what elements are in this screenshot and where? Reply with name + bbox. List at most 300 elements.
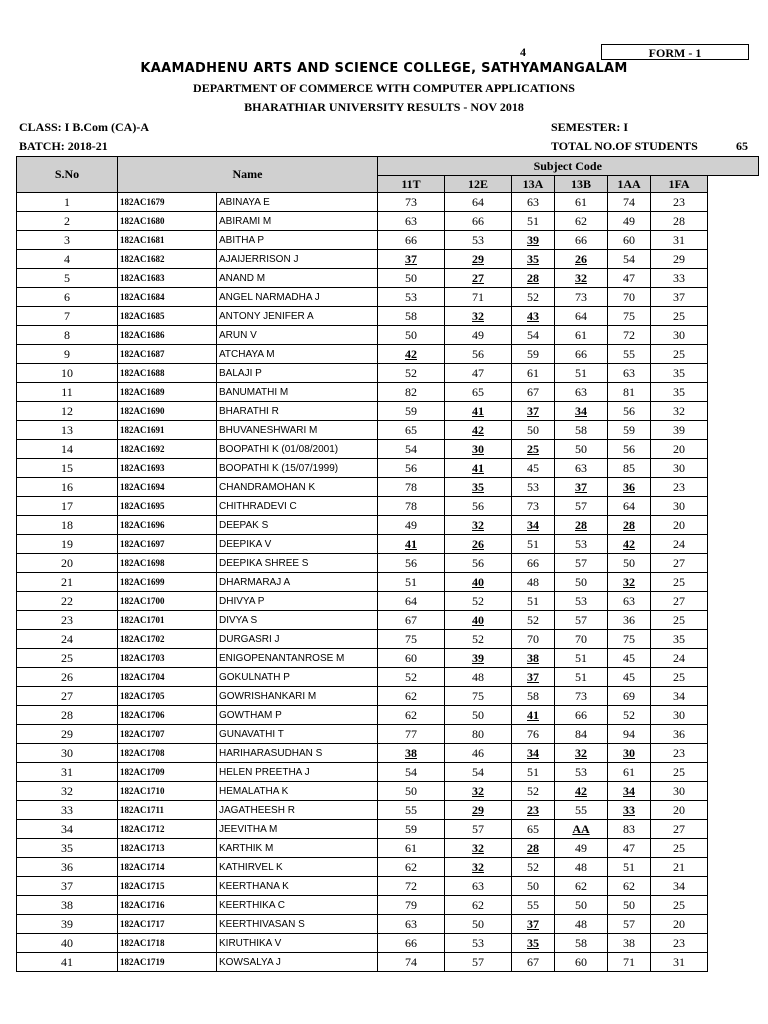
mark-cell: 49: [555, 839, 608, 858]
mark-cell: 36: [651, 725, 708, 744]
row-spacer: [708, 535, 759, 554]
row-spacer: [708, 687, 759, 706]
mark-cell: 37: [512, 402, 555, 421]
mark-cell: 34: [512, 516, 555, 535]
mark-cell: 47: [608, 269, 651, 288]
roll-number: 182AC1703: [118, 649, 217, 668]
serial-number: 1: [17, 193, 118, 212]
total-students-label: TOTAL NO.OF STUDENTS: [551, 139, 698, 153]
mark-cell: 30: [651, 326, 708, 345]
serial-number: 38: [17, 896, 118, 915]
student-name: KEERTHIVASAN S: [217, 915, 378, 934]
serial-number: 24: [17, 630, 118, 649]
table-row: [17, 801, 759, 820]
roll-number: 182AC1709: [118, 763, 217, 782]
mark-cell: 76: [512, 725, 555, 744]
roll-number: 182AC1718: [118, 934, 217, 953]
serial-number: 34: [17, 820, 118, 839]
mark-cell: 57: [608, 915, 651, 934]
mark-cell: 54: [378, 763, 445, 782]
mark-cell: 73: [555, 687, 608, 706]
mark-cell: 20: [651, 440, 708, 459]
mark-cell: 37: [651, 288, 708, 307]
row-spacer: [708, 592, 759, 611]
mark-cell: 66: [378, 934, 445, 953]
serial-number: 23: [17, 611, 118, 630]
student-name: KATHIRVEL K: [217, 858, 378, 877]
mark-cell: 45: [512, 459, 555, 478]
mark-cell: 30: [651, 706, 708, 725]
serial-number: 12: [17, 402, 118, 421]
mark-cell: 50: [445, 915, 512, 934]
mark-cell: 67: [378, 611, 445, 630]
serial-number: 29: [17, 725, 118, 744]
mark-cell: 34: [651, 877, 708, 896]
page-number: 4: [520, 45, 526, 59]
student-name: HEMALATHA K: [217, 782, 378, 801]
mark-cell: 42: [608, 535, 651, 554]
student-name: JAGATHEESH R: [217, 801, 378, 820]
mark-cell: 52: [512, 611, 555, 630]
row-spacer: [708, 459, 759, 478]
mark-cell: 25: [651, 839, 708, 858]
table-row: [17, 250, 759, 269]
serial-number: 27: [17, 687, 118, 706]
mark-cell: 51: [512, 535, 555, 554]
table-row: [17, 326, 759, 345]
mark-cell: 58: [512, 687, 555, 706]
roll-number: 182AC1710: [118, 782, 217, 801]
row-spacer: [708, 307, 759, 326]
student-name: BOOPATHI K (01/08/2001): [217, 440, 378, 459]
mark-cell: 43: [512, 307, 555, 326]
row-spacer: [708, 953, 759, 972]
mark-cell: 62: [378, 858, 445, 877]
roll-number: 182AC1693: [118, 459, 217, 478]
mark-cell: 32: [445, 307, 512, 326]
serial-number: 9: [17, 345, 118, 364]
mark-cell: 72: [378, 877, 445, 896]
student-name: GOKULNATH P: [217, 668, 378, 687]
mark-cell: 53: [445, 231, 512, 250]
serial-number: 35: [17, 839, 118, 858]
serial-number: 31: [17, 763, 118, 782]
mark-cell: 32: [651, 402, 708, 421]
serial-number: 17: [17, 497, 118, 516]
mark-cell: 41: [378, 535, 445, 554]
mark-cell: 58: [555, 421, 608, 440]
mark-cell: 63: [512, 193, 555, 212]
mark-cell: 63: [608, 592, 651, 611]
row-spacer: [708, 820, 759, 839]
mark-cell: 20: [651, 516, 708, 535]
table-row: [17, 269, 759, 288]
row-spacer: [708, 193, 759, 212]
mark-cell: 41: [445, 459, 512, 478]
roll-number: 182AC1685: [118, 307, 217, 326]
table-row: [17, 440, 759, 459]
mark-cell: 48: [555, 915, 608, 934]
row-spacer: [708, 250, 759, 269]
serial-number: 6: [17, 288, 118, 307]
student-name: BHARATHI R: [217, 402, 378, 421]
serial-number: 40: [17, 934, 118, 953]
mark-cell: 52: [512, 288, 555, 307]
mark-cell: 49: [608, 212, 651, 231]
serial-number: 36: [17, 858, 118, 877]
mark-cell: 46: [445, 744, 512, 763]
class-label: CLASS: I B.Com (CA)-A: [19, 120, 150, 134]
mark-cell: 80: [445, 725, 512, 744]
serial-number: 3: [17, 231, 118, 250]
roll-number: 182AC1690: [118, 402, 217, 421]
mark-cell: 37: [512, 668, 555, 687]
mark-cell: 66: [512, 554, 555, 573]
mark-cell: 24: [651, 649, 708, 668]
mark-cell: 51: [378, 573, 445, 592]
mark-cell: 25: [651, 573, 708, 592]
row-spacer: [708, 801, 759, 820]
row-spacer: [708, 934, 759, 953]
subject-header: 11T: [378, 176, 445, 193]
mark-cell: 29: [445, 801, 512, 820]
mark-cell: 32: [608, 573, 651, 592]
mark-cell: 30: [651, 459, 708, 478]
row-spacer: [708, 231, 759, 250]
serial-number: 37: [17, 877, 118, 896]
student-name: ABINAYA E: [217, 193, 378, 212]
table-row: [17, 516, 759, 535]
subject-code-header: Subject Code: [378, 157, 759, 176]
mark-cell: 28: [512, 269, 555, 288]
mark-cell: 28: [608, 516, 651, 535]
mark-cell: 62: [378, 687, 445, 706]
mark-cell: 32: [445, 516, 512, 535]
roll-number: 182AC1696: [118, 516, 217, 535]
mark-cell: 71: [608, 953, 651, 972]
mark-cell: 48: [512, 573, 555, 592]
mark-cell: 61: [378, 839, 445, 858]
row-spacer: [708, 402, 759, 421]
results-body: [17, 193, 759, 972]
mark-cell: 50: [512, 421, 555, 440]
mark-cell: 23: [651, 744, 708, 763]
results-title: BHARATHIAR UNIVERSITY RESULTS - NOV 2018: [244, 100, 524, 114]
mark-cell: 50: [378, 326, 445, 345]
mark-cell: 33: [651, 269, 708, 288]
mark-cell: 73: [378, 193, 445, 212]
mark-cell: 59: [512, 345, 555, 364]
serial-number: 11: [17, 383, 118, 402]
mark-cell: 50: [512, 877, 555, 896]
table-row: [17, 231, 759, 250]
mark-cell: 57: [445, 820, 512, 839]
mark-cell: 30: [445, 440, 512, 459]
mark-cell: 30: [651, 782, 708, 801]
mark-cell: AA: [555, 820, 608, 839]
mark-cell: 74: [378, 953, 445, 972]
roll-number: 182AC1707: [118, 725, 217, 744]
mark-cell: 32: [445, 839, 512, 858]
student-name: KEERTHANA K: [217, 877, 378, 896]
roll-number: 182AC1702: [118, 630, 217, 649]
row-spacer: [708, 288, 759, 307]
mark-cell: 62: [555, 877, 608, 896]
student-name: AJAIJERRISON J: [217, 250, 378, 269]
mark-cell: 34: [608, 782, 651, 801]
table-row: [17, 687, 759, 706]
mark-cell: 39: [651, 421, 708, 440]
serial-number: 30: [17, 744, 118, 763]
row-spacer: [708, 877, 759, 896]
mark-cell: 27: [445, 269, 512, 288]
serial-number: 8: [17, 326, 118, 345]
mark-cell: 63: [378, 212, 445, 231]
batch-label: BATCH: 2018-21: [19, 139, 108, 153]
roll-number: 182AC1719: [118, 953, 217, 972]
mark-cell: 42: [445, 421, 512, 440]
roll-number: 182AC1695: [118, 497, 217, 516]
mark-cell: 36: [608, 478, 651, 497]
mark-cell: 51: [555, 668, 608, 687]
mark-cell: 74: [608, 193, 651, 212]
roll-number: 182AC1691: [118, 421, 217, 440]
mark-cell: 40: [445, 611, 512, 630]
mark-cell: 54: [445, 763, 512, 782]
row-spacer: [708, 630, 759, 649]
mark-cell: 50: [378, 782, 445, 801]
mark-cell: 56: [378, 459, 445, 478]
mark-cell: 24: [651, 535, 708, 554]
table-row: [17, 611, 759, 630]
student-name: KARTHIK M: [217, 839, 378, 858]
subject-header: 12E: [445, 176, 512, 193]
table-row: [17, 212, 759, 231]
header-spacer: [708, 176, 759, 193]
serial-number: 33: [17, 801, 118, 820]
mark-cell: 60: [608, 231, 651, 250]
mark-cell: 54: [608, 250, 651, 269]
student-name: ABIRAMI M: [217, 212, 378, 231]
mark-cell: 75: [378, 630, 445, 649]
mark-cell: 27: [651, 820, 708, 839]
roll-number: 182AC1686: [118, 326, 217, 345]
mark-cell: 84: [555, 725, 608, 744]
mark-cell: 23: [512, 801, 555, 820]
mark-cell: 51: [512, 592, 555, 611]
mark-cell: 52: [378, 364, 445, 383]
mark-cell: 51: [512, 212, 555, 231]
table-row: [17, 706, 759, 725]
table-row: [17, 478, 759, 497]
mark-cell: 63: [445, 877, 512, 896]
roll-number: 182AC1698: [118, 554, 217, 573]
serial-number: 19: [17, 535, 118, 554]
mark-cell: 52: [608, 706, 651, 725]
mark-cell: 34: [555, 402, 608, 421]
serial-number: 21: [17, 573, 118, 592]
table-row: [17, 915, 759, 934]
student-name: ANTONY JENIFER A: [217, 307, 378, 326]
mark-cell: 49: [445, 326, 512, 345]
student-name: CHITHRADEVI C: [217, 497, 378, 516]
row-spacer: [708, 421, 759, 440]
table-row: [17, 364, 759, 383]
roll-number: 182AC1682: [118, 250, 217, 269]
mark-cell: 32: [445, 782, 512, 801]
mark-cell: 25: [651, 896, 708, 915]
mark-cell: 28: [512, 839, 555, 858]
roll-number: 182AC1689: [118, 383, 217, 402]
row-spacer: [708, 839, 759, 858]
table-row: [17, 573, 759, 592]
mark-cell: 77: [378, 725, 445, 744]
mark-cell: 63: [378, 915, 445, 934]
mark-cell: 73: [512, 497, 555, 516]
mark-cell: 37: [555, 478, 608, 497]
mark-cell: 37: [512, 915, 555, 934]
mark-cell: 28: [555, 516, 608, 535]
mark-cell: 55: [608, 345, 651, 364]
mark-cell: 35: [651, 364, 708, 383]
mark-cell: 35: [512, 934, 555, 953]
serial-number: 25: [17, 649, 118, 668]
mark-cell: 26: [445, 535, 512, 554]
student-name: CHANDRAMOHAN K: [217, 478, 378, 497]
row-spacer: [708, 212, 759, 231]
mark-cell: 27: [651, 592, 708, 611]
student-name: DHIVYA P: [217, 592, 378, 611]
mark-cell: 28: [651, 212, 708, 231]
mark-cell: 52: [445, 630, 512, 649]
mark-cell: 50: [555, 896, 608, 915]
mark-cell: 61: [512, 364, 555, 383]
mark-cell: 56: [445, 554, 512, 573]
serial-number: 22: [17, 592, 118, 611]
mark-cell: 62: [608, 877, 651, 896]
mark-cell: 57: [555, 497, 608, 516]
mark-cell: 26: [555, 250, 608, 269]
student-name: KEERTHIKA C: [217, 896, 378, 915]
mark-cell: 52: [445, 592, 512, 611]
mark-cell: 53: [378, 288, 445, 307]
mark-cell: 66: [555, 706, 608, 725]
table-row: [17, 763, 759, 782]
table-row: [17, 630, 759, 649]
mark-cell: 35: [445, 478, 512, 497]
mark-cell: 61: [555, 193, 608, 212]
mark-cell: 66: [378, 231, 445, 250]
mark-cell: 36: [608, 611, 651, 630]
mark-cell: 78: [378, 478, 445, 497]
mark-cell: 56: [608, 402, 651, 421]
table-row: [17, 839, 759, 858]
row-spacer: [708, 364, 759, 383]
student-name: DEEPIKA SHREE S: [217, 554, 378, 573]
mark-cell: 38: [512, 649, 555, 668]
roll-number: 182AC1711: [118, 801, 217, 820]
mark-cell: 67: [512, 953, 555, 972]
mark-cell: 25: [651, 345, 708, 364]
mark-cell: 52: [512, 782, 555, 801]
mark-cell: 70: [608, 288, 651, 307]
table-row: [17, 402, 759, 421]
mark-cell: 23: [651, 934, 708, 953]
table-row: [17, 877, 759, 896]
table-row: [17, 649, 759, 668]
mark-cell: 23: [651, 193, 708, 212]
row-spacer: [708, 725, 759, 744]
student-name: BALAJI P: [217, 364, 378, 383]
row-spacer: [708, 649, 759, 668]
mark-cell: 75: [445, 687, 512, 706]
table-row: [17, 744, 759, 763]
mark-cell: 48: [445, 668, 512, 687]
mark-cell: 64: [445, 193, 512, 212]
roll-number: 182AC1697: [118, 535, 217, 554]
mark-cell: 66: [445, 212, 512, 231]
mark-cell: 75: [608, 307, 651, 326]
mark-cell: 56: [445, 345, 512, 364]
serial-number: 13: [17, 421, 118, 440]
row-spacer: [708, 497, 759, 516]
serial-number: 20: [17, 554, 118, 573]
row-spacer: [708, 326, 759, 345]
mark-cell: 39: [512, 231, 555, 250]
roll-number: 182AC1692: [118, 440, 217, 459]
mark-cell: 56: [608, 440, 651, 459]
serial-number: 10: [17, 364, 118, 383]
table-row: [17, 554, 759, 573]
table-row: [17, 383, 759, 402]
row-spacer: [708, 440, 759, 459]
row-spacer: [708, 516, 759, 535]
student-name: DIVYA S: [217, 611, 378, 630]
roll-number: 182AC1700: [118, 592, 217, 611]
mark-cell: 31: [651, 953, 708, 972]
mark-cell: 56: [445, 497, 512, 516]
serial-number: 28: [17, 706, 118, 725]
mark-cell: 55: [512, 896, 555, 915]
mark-cell: 57: [445, 953, 512, 972]
roll-number: 182AC1714: [118, 858, 217, 877]
mark-cell: 31: [651, 231, 708, 250]
serial-number: 7: [17, 307, 118, 326]
mark-cell: 52: [512, 858, 555, 877]
student-name: HELEN PREETHA J: [217, 763, 378, 782]
mark-cell: 55: [555, 801, 608, 820]
student-name: GUNAVATHI T: [217, 725, 378, 744]
serial-number: 32: [17, 782, 118, 801]
mark-cell: 57: [555, 611, 608, 630]
mark-cell: 54: [512, 326, 555, 345]
mark-cell: 49: [378, 516, 445, 535]
semester-label: SEMESTER: I: [551, 120, 629, 134]
table-row: [17, 421, 759, 440]
serial-number: 39: [17, 915, 118, 934]
mark-cell: 72: [608, 326, 651, 345]
mark-cell: 25: [512, 440, 555, 459]
mark-cell: 58: [555, 934, 608, 953]
name-header: Name: [118, 157, 378, 193]
mark-cell: 38: [608, 934, 651, 953]
mark-cell: 32: [555, 744, 608, 763]
mark-cell: 47: [608, 839, 651, 858]
serial-number: 5: [17, 269, 118, 288]
table-row: [17, 934, 759, 953]
student-name: DHARMARAJ A: [217, 573, 378, 592]
mark-cell: 29: [445, 250, 512, 269]
